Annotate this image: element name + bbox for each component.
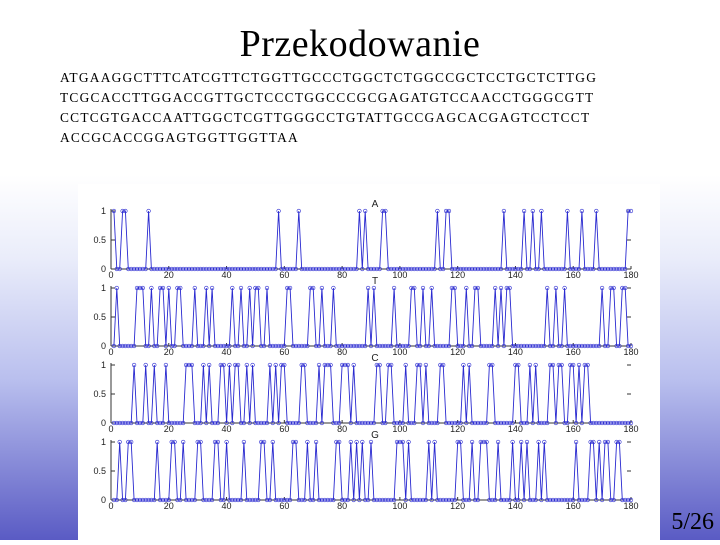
y-tick-label: 1 [100,206,106,216]
x-tick-label: 120 [450,347,466,357]
y-tick-label: 1 [100,283,106,293]
x-tick-label: 40 [221,501,232,511]
x-tick-label: 20 [163,501,174,511]
x-tick-label: 120 [450,424,466,434]
series-line [114,442,631,500]
y-tick-label: 1 [100,437,106,447]
x-tick-label: 80 [337,347,348,357]
indicator-plots-svg [78,184,660,540]
x-tick-label: 60 [279,270,290,280]
x-tick-label: 40 [221,424,232,434]
x-tick-label: 160 [565,501,581,511]
x-tick-label: 80 [337,501,348,511]
x-tick-label: 40 [221,270,232,280]
series-line [114,211,631,269]
series-label: G [371,430,379,441]
x-tick-label: 80 [337,424,348,434]
y-tick-label: 0.5 [93,466,106,476]
x-tick-label: 120 [450,270,466,280]
sequence-line: ATGAAGGCTTTCATCGTTCTGGTTGCCCTGGCTCTGGCCGCTCCTGCTCTTGG [60,70,598,85]
y-tick-label: 0 [100,264,106,274]
series-line [114,365,631,423]
x-tick-label: 20 [163,424,174,434]
x-tick-label: 60 [279,347,290,357]
x-tick-label: 0 [108,424,114,434]
x-tick-label: 160 [565,424,581,434]
y-tick-label: 1 [100,360,106,370]
sequence-line: ACCGCACCGGAGTGGTTGGTTAA [60,130,299,145]
x-tick-label: 0 [108,270,114,280]
series-label: A [371,199,379,210]
x-tick-label: 140 [507,347,523,357]
y-tick-label: 0.5 [93,312,106,322]
x-tick-label: 0 [108,501,114,511]
indicator-plots-panel [78,184,660,540]
x-tick-label: 100 [392,347,408,357]
dna-sequence [60,68,680,148]
y-tick-label: 0.5 [93,389,106,399]
x-tick-label: 160 [565,347,581,357]
x-tick-label: 140 [507,270,523,280]
x-tick-label: 20 [163,270,174,280]
x-tick-label: 0 [108,347,114,357]
y-tick-label: 0.5 [93,235,106,245]
y-tick-label: 0 [100,341,106,351]
x-tick-label: 180 [623,424,639,434]
x-tick-label: 60 [279,424,290,434]
x-tick-label: 80 [337,270,348,280]
x-tick-label: 160 [565,270,581,280]
x-tick-label: 40 [221,347,232,357]
x-tick-label: 180 [623,347,639,357]
x-tick-label: 20 [163,347,174,357]
sequence-line: CCTCGTGACCAATTGGCTCGTTGGGCCTGTATTGCCGAGCACGAGTCCTCCT [60,110,591,125]
slide-title: Przekodowanie [239,23,481,65]
series-line [114,288,631,346]
x-tick-label: 180 [623,270,639,280]
sequence-line: TCGCACCTTGGACCGTTGCTCCCTGGCCCGCGAGATGTCCAACCTGGGCGTT [60,90,595,105]
page-number: 5/26 [671,509,714,535]
x-tick-label: 180 [623,501,639,511]
x-tick-label: 120 [450,501,466,511]
x-tick-label: 140 [507,424,523,434]
x-tick-label: 100 [392,424,408,434]
y-tick-label: 0 [100,418,106,428]
y-tick-label: 0 [100,495,106,505]
series-label: C [371,353,379,364]
x-tick-label: 100 [392,501,408,511]
x-tick-label: 100 [392,270,408,280]
series-label: T [371,276,379,287]
x-tick-label: 140 [507,501,523,511]
x-tick-label: 60 [279,501,290,511]
